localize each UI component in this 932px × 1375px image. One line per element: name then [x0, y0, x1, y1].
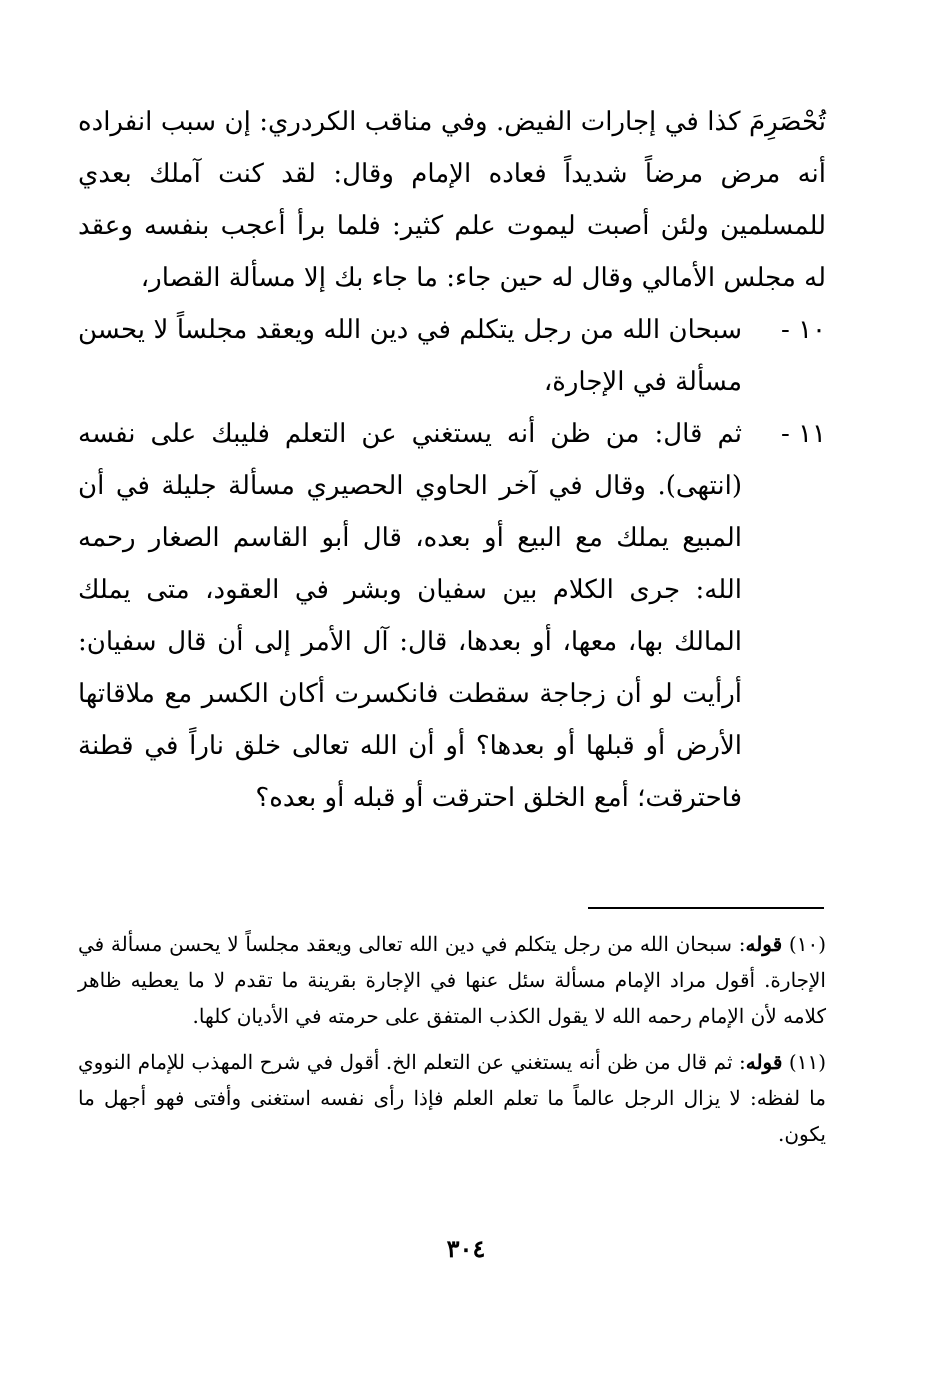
footnote-keyword: قوله	[745, 1050, 783, 1074]
item-text: ثم قال: من ظن أنه يستغني عن التعلم فليبك على نفسه (انتهى). وقال في آخر الحاوي الحصيري مسألة جليلة في أن المبيع يملك مع البيع أو بعده، قال أبو القاسم الصغار رحمه الله: جرى الكلام بين سفيان وبشر في العقود، متى يملك المالك بها، معها، أو بعدها، قال: آل الأمر إلى أن قال سفيان: أرأيت لو أن زجاجة سقطت فانكسرت أكان الكسر مع ملاقاتها الأرض أو قبلها أو بعدها؟ أو أن الله تعالى خلق ناراً في قطنة فاحترقت؛ أمع الخلق احترقت أو قبله أو بعده؟	[78, 419, 742, 813]
footnote-11	[78, 1044, 826, 1152]
footnote-number: (١٠)	[788, 932, 826, 956]
footnote-text: : سبحان الله من رجل يتكلم في دين الله تعالى ويعقد مجلساً لا يحسن مسألة في الإجارة. أقول مراد الإمام مسألة سئل عنها في الإجارة بقرينة ما تقدم لا ما يعطيه ظاهر كلامه لأن الإمام رحمه الله لا يقول الكذب المتفق على حرمته في الأديان كلها.	[78, 932, 826, 1028]
footnote-keyword: قوله	[745, 932, 783, 956]
item-number: ١٠ -	[781, 315, 826, 345]
footnote-separator	[588, 907, 824, 909]
footnotes-block	[78, 926, 826, 1162]
item-number: ١١ -	[781, 419, 826, 449]
intro-paragraph: تُحْصَرِمَ كذا في إجارات الفيض. وفي مناقب الكردري: إن سبب انفراده أنه مرض مرضاً شديداً فعاده الإمام وقال: لقد كنت آملك بعدي للمسلمين ولئن أصبت ليموت علم كثير: فلما برأ أعجب بنفسه وعقد له مجلس الأمالي وقال له حين جاء: ما جاء بك إلا مسألة القصار،	[78, 107, 826, 293]
footnote-10	[78, 926, 826, 1034]
item-text: سبحان الله من رجل يتكلم في دين الله ويعقد مجلساً لا يحسن مسألة في الإجارة،	[78, 315, 742, 397]
numbered-item-10	[78, 304, 826, 408]
footnote-text: : ثم قال من ظن أنه يستغني عن التعلم الخ. أقول في شرح المهذب للإمام النووي ما لفظه: لا يزال الرجل عالماً ما تعلم العلم فإذا رأى نفسه استغنى وأفتى فهو أجهل ما يكون.	[78, 1050, 826, 1146]
footnote-number: (١١)	[788, 1050, 827, 1074]
numbered-item-11	[78, 408, 826, 824]
main-text-block	[78, 96, 826, 824]
page-number: ٣٠٤	[446, 1234, 486, 1263]
